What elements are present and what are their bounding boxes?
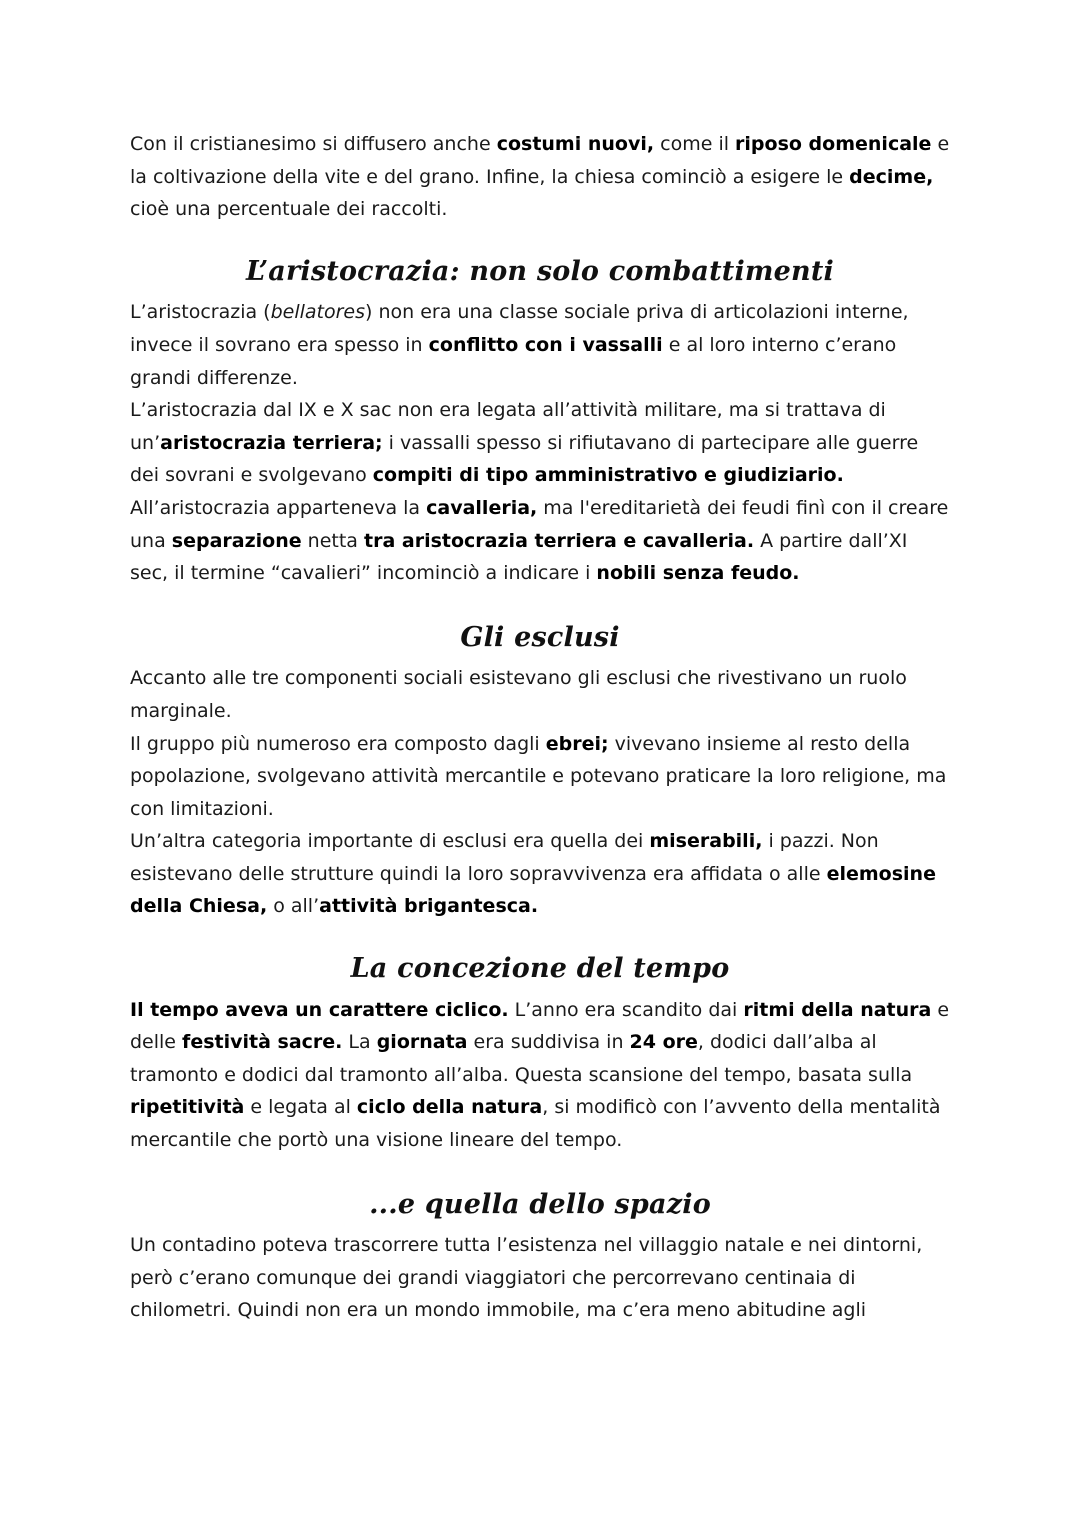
bold-text: elemosine della Chiesa, [130,862,936,918]
text-run: Un contadino poteva trascorrere tutta l’esistenza nel villaggio natale e nei dintorni, però c’erano comunque dei grandi viaggiatori che percorrevano centinaia di chilometri. Quindi non era un mondo immobile, ma c’era meno abitudine agli [130,1234,923,1322]
bold-text: compiti di tipo amministrativo e giudiziario. [372,464,844,487]
bold-text: festività sacre. [182,1031,343,1054]
bold-text: aristocrazia terriera; [160,431,383,454]
bold-text: cavalleria, [426,496,538,519]
text-run: e la coltivazione della vite e del grano. Infine, la chiesa cominciò a esigere le [130,133,950,188]
text-run: L’aristocrazia ( [130,301,271,324]
bold-text: riposo domenicale [735,133,932,155]
text-run: Accanto alle tre componenti sociali esistevano gli esclusi che rivestivano un ruolo marginale. [130,667,907,722]
bold-text: miserabili, [649,830,763,853]
text-run: i pazzi. Non esistevano delle strutture quindi la loro sopravvivenza era affidata o alle [130,830,879,885]
bold-text: nobili senza feudo. [596,562,800,585]
bold-text: ripetitività [130,1096,245,1119]
paragraph [130,492,950,590]
text-run: e legata al [244,1096,357,1119]
text-run: come il [654,133,736,155]
text-run: i vassalli spesso si rifiutavano di partecipare alle guerre dei sovrani e svolgevano [130,431,919,487]
bold-text: ebrei; [545,732,609,755]
section-title-spazio: ...e quella dello spazio [369,1188,711,1220]
bold-text: ritmi della natura [743,998,932,1021]
paragraph [130,994,950,1157]
text-run: netta [301,529,364,552]
text-run: L’anno era scandito dai [508,998,744,1021]
document-page [130,128,950,1327]
paragraph [130,728,950,826]
text-run: , dodici dall’alba al tramonto e dodici dal tramonto all’alba. Questa scansione del tempo, basata sulla [130,1031,913,1086]
paragraph [130,394,950,492]
bold-text: separazione [171,529,302,552]
paragraph [130,662,950,727]
bold-text: tra aristocrazia terriera e cavalleria. [364,529,755,552]
bold-text: costumi nuovi, [496,133,655,155]
section-title-tempo: La concezione del tempo [350,953,730,985]
text-run: A partire dall’XI sec, il termine “cavalieri” incominciò a indicare i [130,529,908,585]
section-title-aristocrazia: L’aristocrazia: non solo combattimenti [245,255,835,287]
bold-text: attività brigantesca. [319,895,539,918]
bold-text: decime, [849,165,934,188]
text-run: All’aristocrazia apparteneva la [130,496,427,519]
text-run: ) non era una classe sociale priva di articolazioni interne, invece il sovrano era spesso in [130,301,909,356]
text-run: era suddivisa in [467,1031,630,1054]
bold-text: ciclo della natura [356,1096,543,1119]
text-run: Con il cristianesimo si diffusero anche [130,133,497,155]
intro-paragraph [130,128,950,226]
text-run: cioè una percentuale dei raccolti. [130,198,448,221]
section-title-esclusi: Gli esclusi [460,621,620,653]
text-run: ma l'ereditarietà dei feudi finì con il creare una [130,496,949,552]
text-run: e al loro interno c’erano grandi differenze. [130,333,897,389]
text-run: L’aristocrazia dal IX e X sac non era legata all’attività militare, ma si trattava di un’ [130,399,886,454]
bold-text: 24 ore [629,1031,698,1054]
text-run: , si modificò con l’avvento della mentalità mercantile che portò una visione lineare del tempo. [130,1096,941,1152]
text-run: Un’altra categoria importante di esclusi era quella dei [130,830,650,853]
text-run: e delle [130,998,950,1054]
text-run: vivevano insieme al resto della popolazione, svolgevano attività mercantile e potevano praticare la loro religione, ma con limitazioni. [130,732,947,820]
bold-text: conflitto con i vassalli [428,333,663,356]
paragraph [130,1229,950,1327]
bold-text: giornata [376,1031,468,1054]
text-run: o all’ [267,895,320,918]
paragraph [130,296,950,394]
italic-text: bellatores [270,301,366,324]
paragraph [130,825,950,923]
bold-text: Il tempo aveva un carattere ciclico. [130,998,509,1021]
text-run: Il gruppo più numeroso era composto dagli [130,732,546,755]
text-run: La [342,1031,377,1054]
